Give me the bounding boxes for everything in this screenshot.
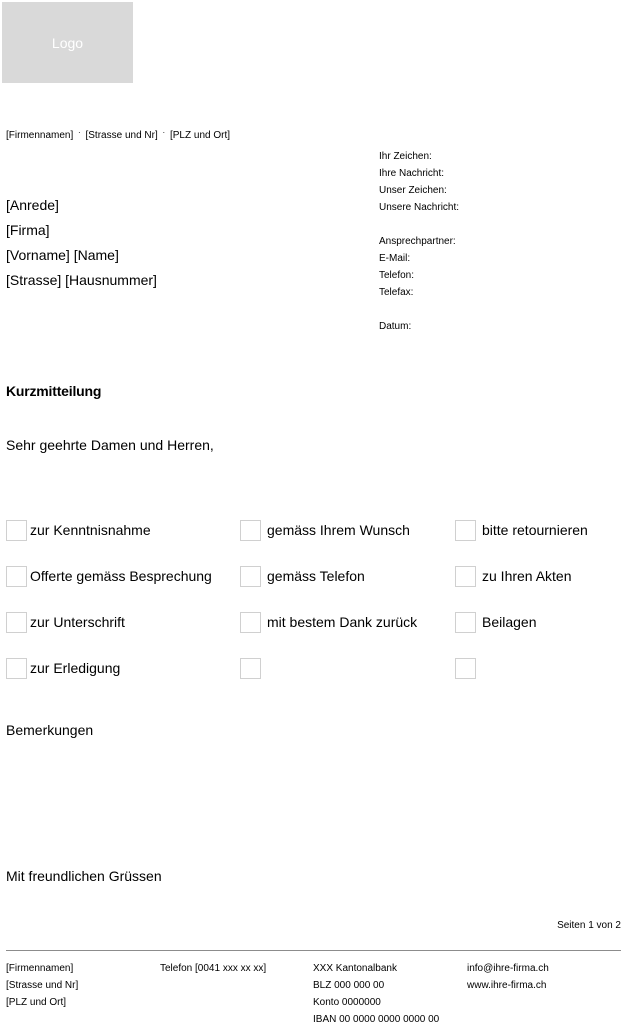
checkbox[interactable]: [240, 566, 261, 587]
checkbox-item[interactable]: [240, 518, 410, 542]
sender-line: [6, 128, 230, 141]
footer-company: [Firmennamen]: [6, 963, 74, 974]
checkbox[interactable]: [6, 658, 27, 679]
checkbox-label: zur Unterschrift: [30, 614, 125, 630]
ref-ihr-zeichen: Ihr Zeichen:: [379, 151, 432, 162]
separator-dot: ·: [78, 128, 81, 137]
checkbox-item[interactable]: [455, 564, 572, 588]
checkbox-row: [0, 656, 623, 680]
checkbox-item[interactable]: [6, 610, 125, 634]
ref-ansprechpartner: Ansprechpartner:: [379, 236, 456, 247]
ref-telefax: Telefax:: [379, 287, 414, 298]
footer-city: [PLZ und Ort]: [6, 997, 67, 1008]
footer-bank-name: XXX Kantonalbank: [313, 963, 397, 974]
checkbox-item[interactable]: [6, 518, 151, 542]
footer-website[interactable]: www.ihre-firma.ch: [467, 980, 547, 991]
checkbox-item[interactable]: [240, 564, 365, 588]
logo-label: Logo: [51, 34, 84, 51]
checkbox[interactable]: [455, 658, 476, 679]
checkbox[interactable]: [455, 520, 476, 541]
salutation: Sehr geehrte Damen und Herren,: [6, 437, 214, 453]
checkbox-item[interactable]: [455, 610, 537, 634]
checkbox-label: gemäss Telefon: [267, 568, 365, 584]
ref-email: E-Mail:: [379, 253, 411, 264]
checkbox-label: Beilagen: [482, 614, 537, 630]
checkbox-label: zu Ihren Akten: [482, 568, 572, 584]
recipient-salutation: [Anrede]: [6, 197, 59, 213]
checkbox-row: [0, 610, 623, 634]
ref-ihre-nachricht: Ihre Nachricht:: [379, 168, 445, 179]
checkbox-label: zur Kenntnisnahme: [30, 522, 151, 538]
checkbox[interactable]: [455, 612, 476, 633]
footer-phone-column: [160, 960, 266, 977]
footer-email[interactable]: info@ihre-firma.ch: [467, 963, 549, 974]
closing-greeting: Mit freundlichen Grüssen: [6, 868, 162, 884]
footer-divider: [6, 950, 621, 951]
recipient-address: [6, 193, 157, 293]
sender-street: [Strasse und Nr]: [85, 130, 158, 141]
checkbox[interactable]: [240, 520, 261, 541]
footer-company-column: [6, 960, 78, 1011]
checkbox-row: [0, 564, 623, 588]
recipient-company: [Firma]: [6, 222, 50, 238]
reference-block: [379, 148, 459, 335]
checkbox-row: [0, 518, 623, 542]
footer-street: [Strasse und Nr]: [6, 980, 79, 991]
checkbox-item[interactable]: [455, 656, 479, 680]
checkbox[interactable]: [6, 520, 27, 541]
ref-telefon: Telefon:: [379, 270, 415, 281]
checkbox-label: Offerte gemäss Besprechung: [30, 568, 212, 584]
checkbox[interactable]: [240, 658, 261, 679]
recipient-street: [Strasse] [Hausnummer]: [6, 272, 157, 288]
checkbox-label: bitte retournieren: [482, 522, 588, 538]
ref-unsere-nachricht: Unsere Nachricht:: [379, 202, 460, 213]
checkbox-label: zur Erledigung: [30, 660, 121, 676]
sender-company: [Firmennamen]: [6, 130, 74, 141]
checkbox[interactable]: [455, 566, 476, 587]
page-number: Seiten 1 von 2: [557, 920, 621, 931]
checkbox-label: mit bestem Dank zurück: [267, 614, 418, 630]
remarks-label: Bemerkungen: [6, 722, 94, 738]
subject-heading: Kurzmitteilung: [6, 383, 102, 399]
footer-iban: IBAN 00 0000 0000 0000 00: [313, 1014, 440, 1025]
checkbox-item[interactable]: [6, 656, 120, 680]
footer-account: Konto 0000000: [313, 997, 381, 1008]
ref-datum: Datum:: [379, 321, 412, 332]
checkbox[interactable]: [240, 612, 261, 633]
checkbox-label: gemäss Ihrem Wunsch: [267, 522, 410, 538]
checkbox[interactable]: [6, 566, 27, 587]
checkbox[interactable]: [6, 612, 27, 633]
checkbox-item[interactable]: [240, 656, 264, 680]
checkbox-item[interactable]: [240, 610, 417, 634]
ref-unser-zeichen: Unser Zeichen:: [379, 185, 447, 196]
recipient-name: [Vorname] [Name]: [6, 247, 119, 263]
footer-blz: BLZ 000 000 00: [313, 980, 385, 991]
footer-bank-column: [313, 960, 439, 1028]
checkbox-item[interactable]: [455, 518, 588, 542]
logo-placeholder: [2, 2, 133, 83]
separator-dot: ·: [162, 128, 166, 137]
footer-phone: Telefon [0041 xxx xx xx]: [160, 963, 267, 974]
sender-city: [PLZ und Ort]: [169, 130, 231, 141]
checkbox-item[interactable]: [6, 564, 212, 588]
footer-contact-column: [467, 960, 549, 994]
